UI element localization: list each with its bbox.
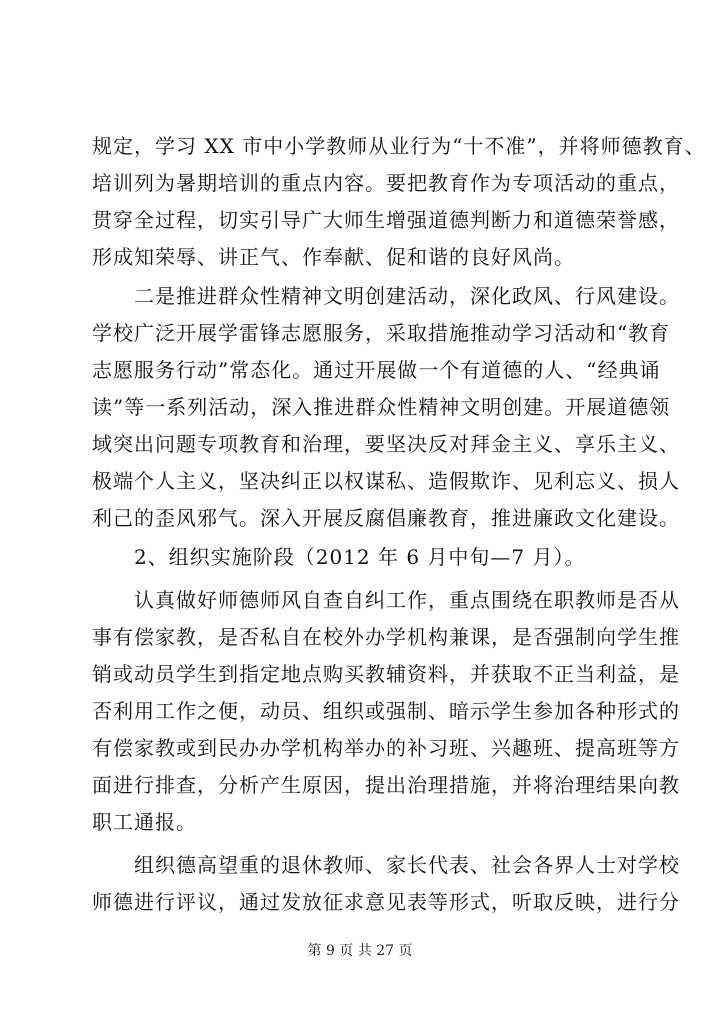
section-heading: 2、组织实施阶段（2012 年 6 月中旬—7 月）。 (92, 545, 586, 569)
paragraph-start: 组织德高望重的退休教师、家长代表、社会各界人士对学校 (92, 853, 680, 877)
text-line: 志愿服务行动”常态化。通过开展做一个有道德的人、“经典诵 (92, 358, 661, 382)
text-line: 职工通报。 (92, 810, 197, 834)
text-line: 面进行排查，分析产生原因，提出治理措施，并将治理结果向教 (92, 773, 680, 797)
text-line: 利己的歪风邪气。深入开展反腐倡廉教育，推进廉政文化建设。 (92, 506, 680, 530)
paragraph-start: 认真做好师德师风自查自纠工作，重点围绕在职教师是否从 (92, 588, 680, 612)
text-line: 销或动员学生到指定地点购买教辅资料，并获取不正当利益，是 (92, 662, 680, 686)
text-line: 有偿家教或到民办办学机构举办的补习班、兴趣班、提高班等方 (92, 736, 680, 760)
page-number-footer: 第 9 页 共 27 页 (307, 943, 413, 959)
text-line: 形成知荣辱、讲正气、作奉献、促和谐的良好风尚。 (92, 245, 575, 269)
text-line: 否利用工作之便，动员、组织或强制、暗示学生参加各种形式的 (92, 699, 680, 723)
text-line: 师德进行评议，通过发放征求意见表等形式，听取反映，进行分 (92, 890, 680, 914)
text-line: 读”等一系列活动，深入推进群众性精神文明创建。开展道德领 (92, 395, 671, 419)
text-line: 培训列为暑期培训的重点内容。要把教育作为专项活动的重点， (92, 171, 680, 195)
text-line: 事有偿家教，是否私自在校外办学机构兼课，是否强制向学生推 (92, 625, 680, 649)
text-line: 贯穿全过程，切实引导广大师生增强道德判断力和道德荣誉感， (92, 208, 680, 232)
text-line: 学校广泛开展学雷锋志愿服务，采取措施推动学习活动和“教育 (92, 321, 671, 345)
text-line: 极端个人主义，坚决纠正以权谋私、造假欺诈、见利忘义、损人 (92, 469, 680, 493)
paragraph-start: 二是推进群众性精神文明创建活动，深化政风、行风建设。 (92, 284, 680, 308)
text-line: 规定，学习 XX 市中小学教师从业行为“十不准”，并将师德教育、 (92, 134, 706, 158)
text-line: 域突出问题专项教育和治理，要坚决反对拜金主义、享乐主义、 (92, 432, 680, 456)
body-text (92, 128, 706, 921)
